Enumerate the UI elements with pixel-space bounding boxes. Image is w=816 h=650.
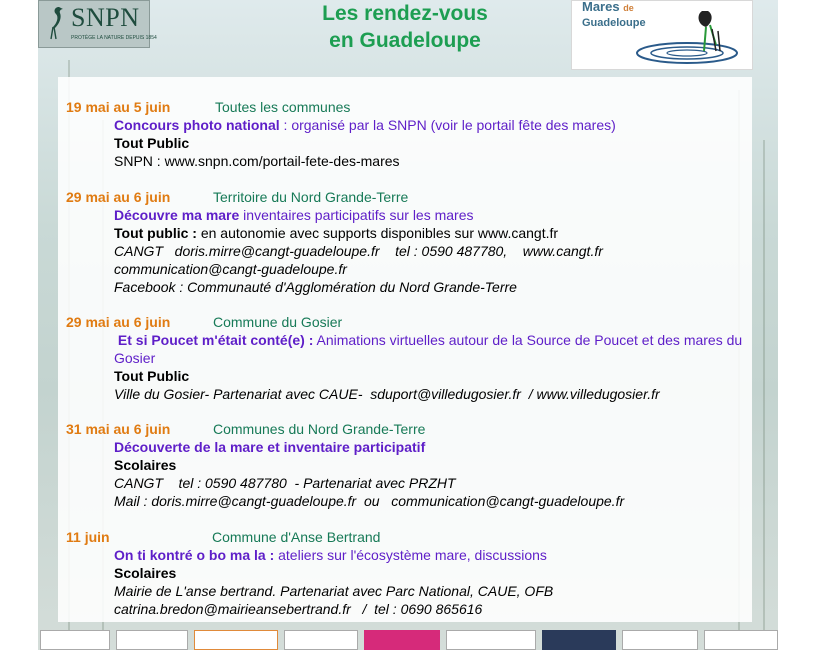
snpn-logo — [38, 0, 157, 48]
event-audience: Tout public : — [114, 225, 197, 241]
event-audience: Tout Public — [114, 368, 190, 384]
event-poucet — [66, 313, 746, 403]
event-on-ti-kontre — [66, 528, 553, 618]
event-description: : organisé par la SNPN (voir le portail fête des mares) — [279, 117, 616, 133]
event-title: Découvre ma mare — [114, 207, 240, 223]
event-contact-email: Mail : doris.mirre@cangt-guadeloupe.fr ou communication@cangt-guadeloupe.fr — [114, 493, 625, 509]
partner-logo-commune — [542, 630, 616, 650]
event-decouverte-mare — [66, 420, 624, 510]
event-place: Commune d'Anse Bertrand — [212, 529, 381, 545]
event-place: Territoire du Nord Grande-Terre — [213, 189, 409, 205]
event-audience: Scolaires — [114, 565, 177, 581]
page-title-line2: en Guadeloupe — [329, 29, 481, 52]
mares-logo-subtext: Guadeloupe — [582, 17, 646, 29]
partner-logos-strip — [0, 630, 816, 650]
event-description: inventaires participatifs sur les mares — [239, 207, 474, 223]
page-title-line1: Les rendez-vous — [322, 2, 488, 25]
event-contact: CANGT tel : 0590 487780 - Partenariat avec PRZHT — [114, 475, 456, 491]
event-title: Concours photo national — [114, 117, 280, 133]
event-date: 19 mai au 5 juin — [66, 99, 171, 115]
event-contact: Ville du Gosier- Partenariat avec CAUE- sduport@villedugosier.fr / www.villedugosier.fr — [114, 386, 660, 402]
event-decouvre-ma-mare — [66, 188, 603, 296]
heron-icon — [45, 5, 67, 41]
event-date: 31 mai au 6 juin — [66, 421, 171, 437]
event-place: Communes du Nord Grande-Terre — [213, 421, 426, 437]
mares-logo-text: Mares de — [582, 0, 634, 14]
event-contact-facebook: Facebook : Communauté d'Agglomération du Nord Grande-Terre — [114, 279, 517, 295]
partner-logo — [194, 630, 278, 650]
event-audience: Scolaires — [114, 457, 177, 473]
event-photo-contest — [66, 98, 616, 170]
event-title: Découverte de la mare et inventaire participatif — [114, 439, 426, 455]
event-contact: SNPN : www.snpn.com/portail-fete-des-mares — [114, 153, 400, 169]
event-title: Et si Poucet m'était conté(e) : — [114, 332, 314, 348]
partner-logo-parc-national — [364, 630, 440, 650]
partner-logo — [446, 630, 536, 650]
event-contact: Mairie de L'anse bertrand. Partenariat avec Parc National, CAUE, OFB — [114, 583, 554, 599]
event-date: 29 mai au 6 juin — [66, 189, 171, 205]
event-audience-description: en autonomie avec supports disponibles sur www.cangt.fr — [196, 225, 559, 241]
event-contact-email: communication@cangt-guadeloupe.fr — [114, 261, 347, 277]
event-title: On ti kontré o bo ma la : — [114, 547, 275, 563]
reed-decoration — [763, 140, 765, 650]
event-contact-email: catrina.bredon@mairieansebertrand.fr / tel : 0690 865616 — [114, 601, 483, 617]
event-place: Toutes les communes — [215, 99, 351, 115]
event-audience: Tout Public — [114, 135, 190, 151]
pond-frog-icon — [632, 5, 742, 67]
event-description: ateliers sur l'écosystème mare, discussions — [274, 547, 547, 563]
event-date: 29 mai au 6 juin — [66, 314, 171, 330]
snpn-logo-name: SNPN — [71, 3, 140, 32]
partner-logo — [284, 630, 358, 650]
mares-guadeloupe-logo — [571, 0, 753, 70]
snpn-logo-tagline: PROTÈGE LA NATURE DEPUIS 1854 — [71, 35, 157, 41]
event-contact: CANGT doris.mirre@cangt-guadeloupe.fr tel : 0590 487780, www.cangt.fr — [114, 243, 603, 259]
partner-logo — [40, 630, 110, 650]
event-place: Commune du Gosier — [213, 314, 343, 330]
partner-logo — [116, 630, 188, 650]
partner-logo — [704, 630, 778, 650]
partner-logo — [622, 630, 698, 650]
event-date: 11 juin — [66, 529, 110, 545]
page-title — [290, 0, 520, 54]
event-description: Animations virtuelles autour de la Source de Poucet et des mares du Gosier — [114, 332, 747, 366]
